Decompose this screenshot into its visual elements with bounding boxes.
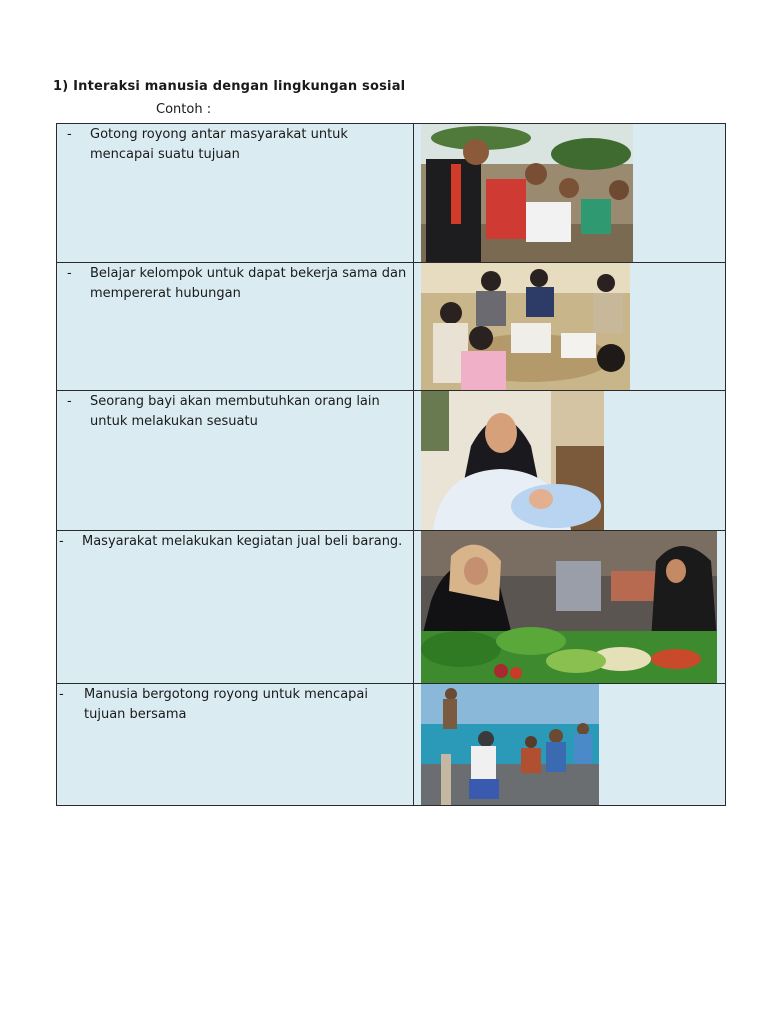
table-row	[57, 531, 726, 684]
text-cell	[57, 263, 414, 391]
group-study-photo	[421, 263, 725, 390]
text-cell	[57, 531, 414, 684]
list-item	[57, 124, 413, 165]
bullet-dash: -	[59, 687, 64, 702]
examples-label: Contoh :	[156, 102, 212, 117]
list-item	[57, 263, 413, 304]
list-item	[57, 531, 413, 552]
image-cell	[414, 124, 726, 263]
list-item	[57, 684, 413, 725]
table-row	[57, 263, 726, 391]
item-text: Manusia bergotong royong untuk mencapai tujuan bersama	[84, 687, 368, 722]
item-text: Seorang bayi akan membutuhkan orang lain untuk melakukan sesuatu	[90, 394, 380, 429]
fishermen-boat-photo	[421, 684, 725, 805]
image-cell	[414, 531, 726, 684]
text-cell	[57, 684, 414, 806]
image-cell	[414, 391, 726, 531]
examples-table	[56, 123, 726, 806]
table-row	[57, 124, 726, 263]
table-row	[57, 391, 726, 531]
item-text: Belajar kelompok untuk dapat bekerja sama dan mempererat hubungan	[90, 266, 407, 301]
bullet-dash: -	[59, 534, 64, 549]
group-working-outdoors-photo	[421, 124, 725, 262]
item-text: Gotong royong antar masyarakat untuk mencapai suatu tujuan	[90, 127, 348, 162]
text-cell	[57, 124, 414, 263]
item-text: Masyarakat melakukan kegiatan jual beli barang.	[82, 534, 403, 549]
section-heading: 1) Interaksi manusia dengan lingkungan sosial	[53, 79, 406, 94]
bullet-dash: -	[67, 127, 72, 142]
bullet-dash: -	[67, 394, 72, 409]
bullet-dash: -	[67, 266, 72, 281]
vegetable-market-photo	[421, 531, 725, 683]
image-cell	[414, 684, 726, 806]
image-cell	[414, 263, 726, 391]
list-item	[57, 391, 413, 432]
text-cell	[57, 391, 414, 531]
mother-with-baby-photo	[421, 391, 725, 530]
table-row	[57, 684, 726, 806]
